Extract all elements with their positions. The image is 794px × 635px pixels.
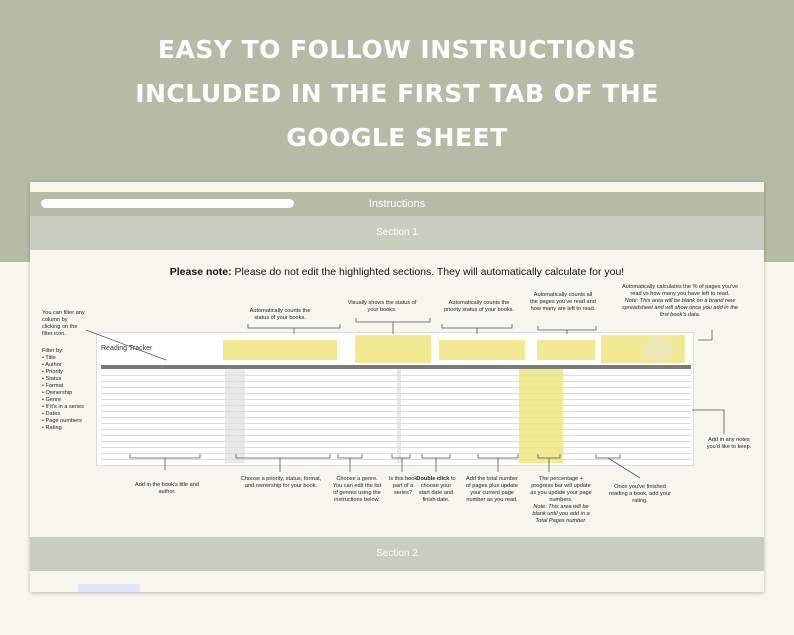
filter-item: • Ownership: [42, 390, 73, 396]
series-annotation: Is this book part of a series?: [388, 476, 418, 496]
counts-status-annotation: Automatically counts the status of your books.: [249, 308, 311, 321]
filter-item: • Format: [42, 383, 64, 389]
calc-pct-text: Automatically calculates the % of pages you've read vs how many you have left to read.: [621, 284, 739, 297]
counts-priority-annotation: Automatically counts the priority status of your books.: [444, 300, 514, 313]
progress-note: Note: This area will be blank until you add in a Total Pages number.: [532, 504, 590, 524]
callout-lines: [30, 182, 764, 592]
hero-heading: [0, 28, 794, 160]
status-bracket: [248, 324, 340, 328]
add-title-annotation: Add in the book's title and author.: [135, 482, 199, 495]
filter-item: • If it's in a series: [42, 404, 84, 410]
choose-genre-annotation: Choose a genre. You can edit the list of genres using the instructions below.: [332, 476, 382, 503]
filter-callout: [86, 330, 166, 360]
sheet-title: Reading Tracker: [101, 345, 153, 352]
filter-item: • Page numbers: [42, 418, 82, 424]
notes-annotation: Add in any notes you'd like to keep.: [706, 437, 752, 450]
choose-priority-annotation: Choose a priority, status, format, and ownership for your book.: [240, 476, 322, 489]
filter-item: • Priority: [42, 369, 63, 375]
filter-item: • Author: [42, 362, 62, 368]
hero-line-1: EASY TO FOLLOW INSTRUCTIONS: [157, 35, 637, 64]
rating-annotation: Once you've finished reading a book, add your rating.: [609, 484, 671, 504]
hero-line-3: GOOGLE SHEET: [286, 123, 508, 152]
hero-line-2: INCLUDED IN THE FIRST TAB OF THE: [135, 79, 659, 108]
total-pages-annotation: Add the total number of pages plus update your current page number as you read.: [466, 476, 518, 503]
filter-by-label: Filter by:: [42, 348, 64, 354]
calc-pct-note: Note: This area will be blank on a brand new spreadsheet and will show once you add in the first book's data.: [622, 298, 738, 318]
filter-item: • Rating: [42, 425, 62, 431]
filter-item: • Status: [42, 376, 62, 382]
visual-status-annotation: Visually shows the status of your books.: [347, 300, 417, 313]
filter-item: • Genre: [42, 397, 62, 403]
counts-pages-annotation: Automatically counts all the pages you've read and how many are left to read.: [530, 292, 596, 312]
filter-item: • Title: [42, 355, 56, 361]
instructions-title: Instructions: [368, 198, 426, 210]
instructions-screenshot: [30, 182, 764, 592]
section-2-header[interactable]: Section 2: [30, 537, 764, 571]
note-text: Please do not edit the highlighted sections. They will automatically calculate for you!: [231, 266, 625, 278]
sheet-tab[interactable]: [78, 584, 140, 592]
section-1-header[interactable]: Section 1: [30, 216, 764, 250]
progress-text: The percentage + progress bar will update as you update your page numbers.: [530, 476, 592, 503]
double-click-text: to choose your start date and finish date.: [418, 476, 456, 503]
note-label: Please note:: [169, 266, 232, 278]
double-click-label: Double click: [416, 476, 450, 482]
filter-item: • Dates: [42, 411, 61, 417]
filter-annotation: You can filter any column by clicking on the filter icon.: [42, 310, 85, 337]
